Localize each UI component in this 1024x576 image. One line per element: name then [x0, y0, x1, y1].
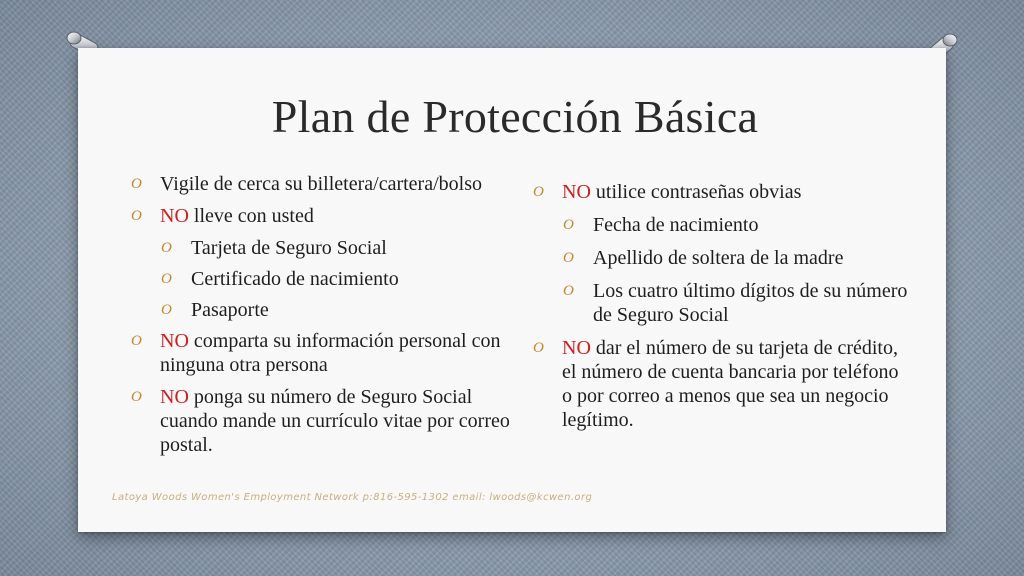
left-column — [131, 172, 511, 465]
no-emphasis: NO — [160, 330, 189, 352]
list-item-text: comparta su información personal con ninguna otra persona — [160, 330, 501, 376]
list-item-text: utilice contraseñas obvias — [590, 181, 802, 203]
bullet-icon: O — [131, 208, 142, 224]
list-item-text: Certificado de nacimiento — [191, 268, 399, 290]
list-item-text: lleve con usted — [188, 205, 314, 227]
sub-list-item — [161, 236, 511, 260]
bullet-icon: O — [161, 302, 172, 318]
list-item-text: Apellido de soltera de la madre — [593, 247, 844, 269]
list-item-text: Fecha de nacimiento — [593, 214, 759, 236]
sub-list-item — [563, 279, 913, 327]
list-item — [533, 180, 913, 204]
slide-title: Plan de Protección Básica — [271, 91, 759, 142]
bullet-icon: O — [533, 340, 544, 356]
sub-list-item — [563, 213, 913, 237]
list-item-text: Los cuatro último dígitos de su número de Seguro Social — [593, 280, 908, 326]
list-item — [131, 385, 511, 457]
no-emphasis: NO — [160, 205, 189, 227]
list-item-text: Pasaporte — [191, 299, 269, 321]
list-item — [131, 172, 511, 196]
list-item — [131, 329, 511, 377]
left-bullet-list — [131, 172, 511, 457]
list-item-text: ponga su número de Seguro Social cuando mande un currículo vitae por correo postal. — [160, 386, 510, 456]
no-emphasis: NO — [160, 386, 189, 408]
sub-list-item — [161, 298, 511, 322]
list-item-text: Vigile de cerca su billetera/cartera/bolso — [160, 173, 482, 195]
right-column — [533, 180, 913, 441]
list-item — [533, 336, 913, 432]
right-bullet-list — [533, 180, 913, 432]
list-item — [131, 204, 511, 228]
slide-footer: Latoya Woods Women's Employment Network p:816-595-1302 email: lwoods@kcwen.org — [112, 492, 593, 503]
sub-list-item — [563, 246, 913, 270]
bullet-icon: O — [563, 250, 574, 266]
no-emphasis: NO — [562, 181, 591, 203]
bullet-icon: O — [563, 217, 574, 233]
list-item-text: Tarjeta de Seguro Social — [191, 237, 387, 259]
bullet-icon: O — [161, 271, 172, 287]
bullet-icon: O — [563, 283, 574, 299]
list-item-text: dar el número de su tarjeta de crédito, el número de cuenta bancaria por teléfono o por correo a menos que sea un negocio legítimo. — [562, 337, 899, 431]
no-emphasis: NO — [562, 337, 591, 359]
bullet-icon: O — [131, 333, 142, 349]
bullet-icon: O — [131, 176, 142, 192]
bullet-icon: O — [131, 389, 142, 405]
sub-list-item — [161, 267, 511, 291]
bullet-icon: O — [533, 184, 544, 200]
bullet-icon: O — [161, 240, 172, 256]
